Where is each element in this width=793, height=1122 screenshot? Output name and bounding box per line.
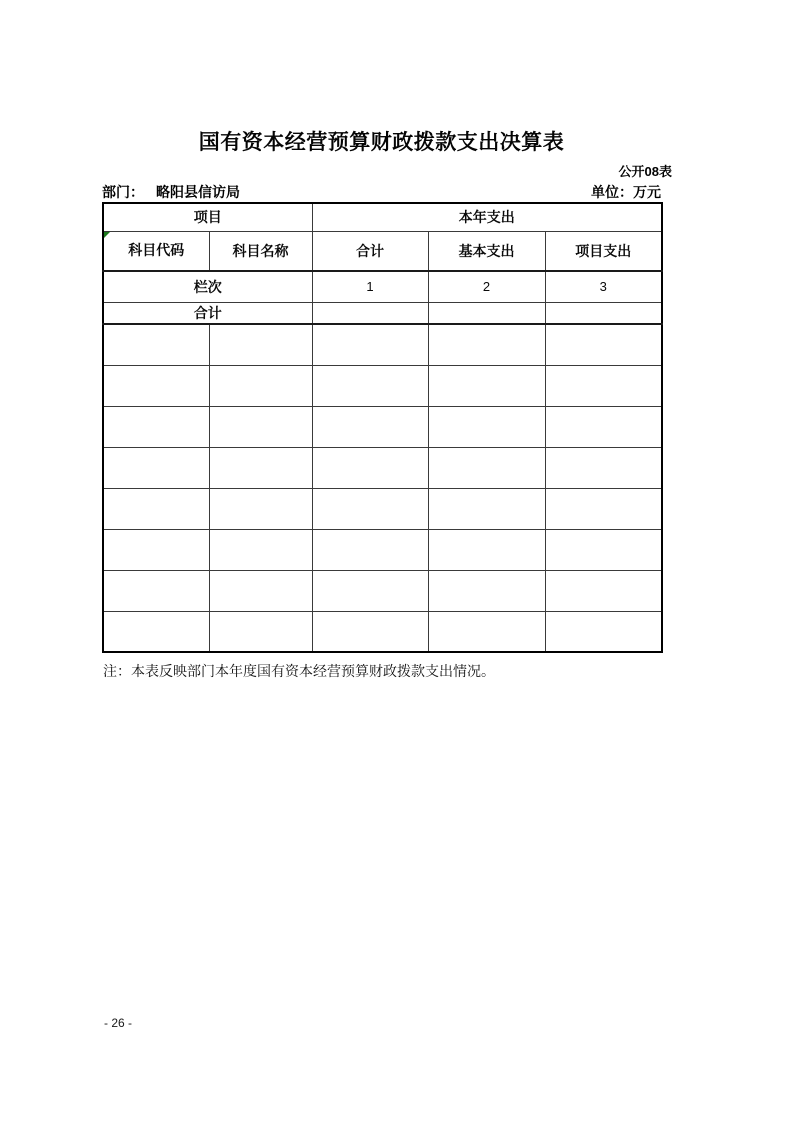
empty-cell bbox=[428, 365, 545, 406]
empty-cell bbox=[103, 570, 209, 611]
department-label: 部门： bbox=[102, 184, 144, 200]
empty-cell bbox=[103, 529, 209, 570]
unit-label: 单位：万元 bbox=[591, 184, 661, 200]
empty-cell bbox=[209, 529, 312, 570]
table-row-empty bbox=[103, 570, 662, 611]
empty-cell bbox=[428, 488, 545, 529]
total-row-total-value bbox=[312, 302, 428, 324]
table-row-empty bbox=[103, 324, 662, 365]
empty-cell bbox=[312, 447, 428, 488]
empty-cell bbox=[209, 611, 312, 652]
budget-table bbox=[102, 202, 663, 653]
empty-cell bbox=[103, 406, 209, 447]
empty-cell bbox=[103, 365, 209, 406]
table-row-empty bbox=[103, 488, 662, 529]
header-subject-code bbox=[103, 231, 209, 271]
empty-cell bbox=[209, 570, 312, 611]
column-index-1: 1 bbox=[312, 271, 428, 302]
empty-cell bbox=[312, 324, 428, 365]
empty-cell bbox=[545, 488, 662, 529]
empty-cell bbox=[428, 406, 545, 447]
total-row bbox=[103, 302, 662, 324]
header-group-row bbox=[103, 203, 662, 231]
total-row-basic-value bbox=[428, 302, 545, 324]
form-code-label: 公开08表 bbox=[618, 164, 672, 179]
header-columns-row bbox=[103, 231, 662, 271]
column-index-3: 3 bbox=[545, 271, 662, 302]
page-number: - 26 - bbox=[104, 1016, 133, 1030]
empty-cell bbox=[103, 488, 209, 529]
table-row-empty bbox=[103, 406, 662, 447]
header-current-year-expenditure-group: 本年支出 bbox=[312, 203, 662, 231]
empty-cell bbox=[428, 570, 545, 611]
column-index-2: 2 bbox=[428, 271, 545, 302]
empty-cell bbox=[209, 406, 312, 447]
empty-cell bbox=[428, 324, 545, 365]
empty-cell bbox=[428, 611, 545, 652]
empty-cell bbox=[545, 406, 662, 447]
cell-error-marker-icon bbox=[104, 232, 110, 238]
empty-cell bbox=[545, 570, 662, 611]
department-value: 略阳县信访局 bbox=[156, 184, 240, 200]
meta-row bbox=[102, 182, 661, 202]
table-row-empty bbox=[103, 365, 662, 406]
empty-cell bbox=[545, 529, 662, 570]
empty-cell bbox=[209, 324, 312, 365]
page-title: 国有资本经营预算财政拨款支出决算表 bbox=[198, 131, 565, 154]
table-row-empty bbox=[103, 447, 662, 488]
table-row-empty bbox=[103, 529, 662, 570]
empty-cell bbox=[545, 324, 662, 365]
table-row-empty bbox=[103, 611, 662, 652]
empty-cell bbox=[545, 447, 662, 488]
column-index-row bbox=[103, 271, 662, 302]
empty-cell bbox=[209, 488, 312, 529]
empty-cell bbox=[312, 488, 428, 529]
empty-cell bbox=[428, 529, 545, 570]
empty-cell bbox=[312, 406, 428, 447]
total-row-label: 合计 bbox=[103, 302, 312, 324]
empty-cell bbox=[545, 611, 662, 652]
empty-cell bbox=[103, 447, 209, 488]
empty-cell bbox=[103, 611, 209, 652]
header-basic-expenditure: 基本支出 bbox=[428, 231, 545, 271]
total-row-project-value bbox=[545, 302, 662, 324]
empty-cell bbox=[312, 611, 428, 652]
header-project-expenditure: 项目支出 bbox=[545, 231, 662, 271]
header-total: 合计 bbox=[312, 231, 428, 271]
empty-cell bbox=[545, 365, 662, 406]
department-line bbox=[102, 182, 240, 202]
empty-cell bbox=[209, 447, 312, 488]
empty-cell bbox=[312, 570, 428, 611]
empty-cell bbox=[428, 447, 545, 488]
header-subject-name: 科目名称 bbox=[209, 231, 312, 271]
empty-cell bbox=[209, 365, 312, 406]
header-project-group: 项目 bbox=[103, 203, 312, 231]
table-note: 注：本表反映部门本年度国有资本经营预算财政拨款支出情况。 bbox=[103, 665, 495, 680]
empty-cell bbox=[103, 324, 209, 365]
column-index-label: 栏次 bbox=[103, 271, 312, 302]
empty-cell bbox=[312, 365, 428, 406]
header-subject-code-label: 科目代码 bbox=[128, 241, 185, 258]
empty-cell bbox=[312, 529, 428, 570]
